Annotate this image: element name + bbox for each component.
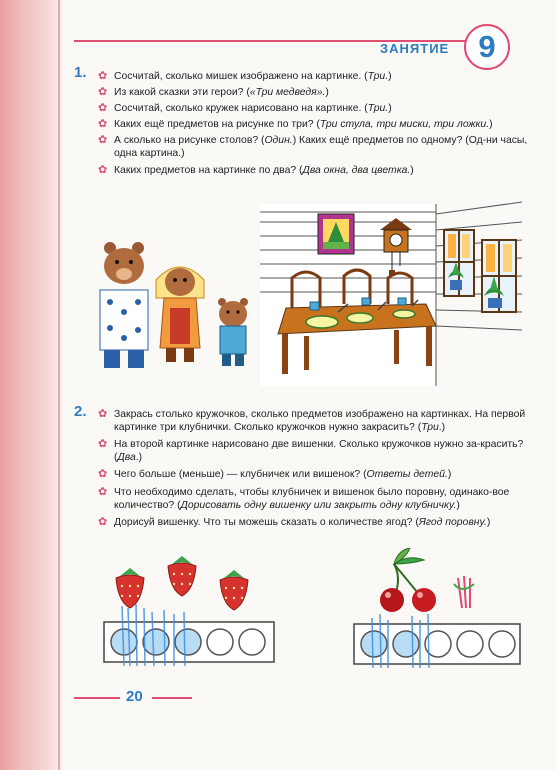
- circle-slot[interactable]: [393, 631, 419, 657]
- s2-question-4: ✿ Что необходимо сделать, чтобы клубничек и вишенок было поровну, одинако-вое количество? (Дорисовать одну вишенку или закрыть одну клубничку.): [98, 486, 510, 511]
- star-bullet-icon: ✿: [98, 438, 108, 450]
- strawberry-2: [168, 556, 196, 596]
- s2-question-2: ✿ На второй картинке нарисовано две вишенки. Сколько кружочков нужно за-красить? (Два.): [98, 438, 524, 463]
- strawberry-1: [116, 568, 144, 608]
- star-bullet-icon: ✿: [98, 118, 108, 130]
- wall-picture: [318, 214, 354, 254]
- section-2-number: 2.: [74, 403, 87, 420]
- drawn-cherry-scribble: [454, 576, 474, 608]
- cherries: [380, 548, 436, 612]
- binding-crease: [58, 0, 60, 770]
- left-circles-group[interactable]: [111, 629, 265, 655]
- page-binding-edge: [0, 0, 62, 770]
- s2-question-5: ✿ Дорисуй вишенку. Что ты можешь сказать о количестве ягод? (Ягод поровну.): [98, 516, 491, 528]
- mama-bear: [156, 267, 204, 362]
- s1-question-3: ✿ Сосчитай, сколько кружек нарисовано на картинке. (Три.): [98, 102, 392, 114]
- three-bears-illustration: [92, 200, 522, 400]
- circle-slot[interactable]: [489, 631, 515, 657]
- star-bullet-icon: ✿: [98, 70, 108, 82]
- star-bullet-icon: ✿: [98, 486, 108, 498]
- s2-question-3: ✿ Чего больше (меньше) — клубничек или вишенок? (Ответы детей.): [98, 468, 452, 480]
- page-number: 20: [126, 688, 143, 705]
- s1-question-6: ✿ Каких предметов на картинке по два? (Два окна, два цветка.): [98, 164, 414, 176]
- strawberries-group: [116, 556, 248, 610]
- strawberry-3: [220, 570, 248, 610]
- footer-rule-right: [152, 697, 192, 699]
- star-bullet-icon: ✿: [98, 134, 108, 146]
- papa-bear: [100, 242, 148, 368]
- circle-slot[interactable]: [239, 629, 265, 655]
- strawberry-exercise: [100, 550, 290, 670]
- section-1-number: 1.: [74, 64, 87, 81]
- s1-question-1: ✿ Сосчитай, сколько мишек изображено на картинке. (Три.): [98, 70, 392, 82]
- lesson-number: 9: [478, 29, 496, 64]
- footer-rule-left: [74, 697, 120, 699]
- star-bullet-icon: ✿: [98, 86, 108, 98]
- s2-question-1: ✿ Закрась столько кружочков, сколько предметов изображено на картинках. На первой картинке три клубнички. Сколько кружочков нужно закрасить? (Три.): [98, 408, 526, 433]
- star-bullet-icon: ✿: [98, 164, 108, 176]
- circle-slot[interactable]: [175, 629, 201, 655]
- cherry-exercise: [350, 548, 530, 672]
- right-circles-group[interactable]: [361, 631, 515, 657]
- lesson-label: ЗАНЯТИЕ: [380, 41, 450, 56]
- circle-slot[interactable]: [361, 631, 387, 657]
- s1-question-5: ✿ А сколько на рисунке столов? (Один.) Каких ещё предметов по одному? (Од-ни часы, одна картина.): [98, 134, 528, 159]
- baby-bear: [218, 298, 248, 366]
- star-bullet-icon: ✿: [98, 408, 108, 420]
- s1-question-2: ✿ Из какой сказки эти герои? («Три медведя».): [98, 86, 329, 98]
- circle-slot[interactable]: [207, 629, 233, 655]
- star-bullet-icon: ✿: [98, 102, 108, 114]
- s1-question-4: ✿ Каких ещё предметов на рисунке по три? (Три стула, три миски, три ложки.): [98, 118, 493, 130]
- star-bullet-icon: ✿: [98, 468, 108, 480]
- circle-slot[interactable]: [457, 631, 483, 657]
- star-bullet-icon: ✿: [98, 516, 108, 528]
